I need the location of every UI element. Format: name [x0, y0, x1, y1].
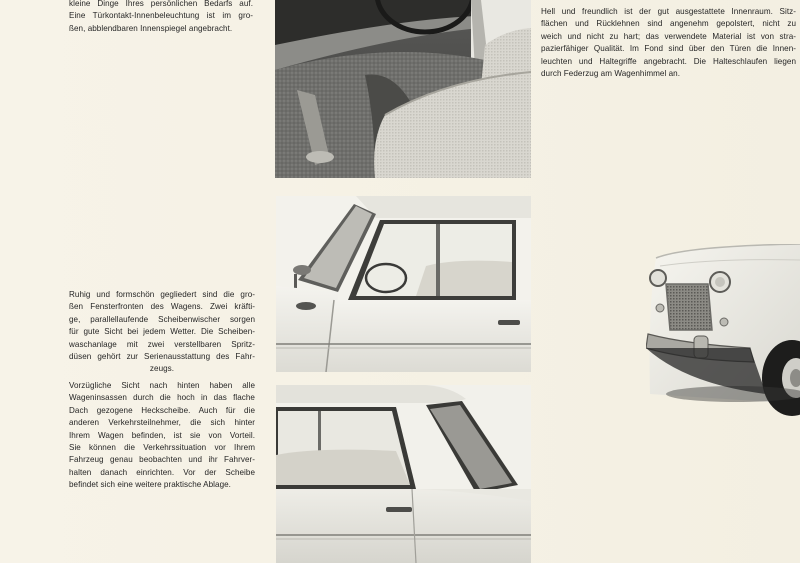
text-line: Vorzügliche Sicht nach hinten haben alle: [69, 381, 255, 390]
text-line: Hell und freundlich ist der gut ausgestattete Innenraum. Sitz-: [541, 7, 796, 16]
front-side-photo-graphic: [276, 196, 531, 372]
text-line: für gute Sicht bei jedem Wetter. Die Scheiben-: [69, 327, 255, 337]
text-line: Eine Türkontakt-Innenbeleuchtung ist im gro-: [69, 11, 253, 21]
interior-photo: [275, 0, 531, 178]
text-line: waschanlage mit zwei verstellbaren Spritz-: [69, 339, 255, 349]
rear-side-photo: [276, 385, 531, 563]
text-middle-left: [69, 289, 255, 376]
interior-photo-graphic: [275, 0, 531, 178]
rear-side-photo-graphic: [276, 385, 531, 563]
text-line: Dach gezogene Heckscheibe. Auch für die: [69, 405, 255, 415]
text-top-right: [541, 6, 796, 80]
text-line: düsen gehört zur Serienausstattung des Fahr-: [69, 352, 255, 362]
front-corner-photo: [646, 244, 800, 430]
front-corner-photo-graphic: [646, 244, 800, 430]
text-line: befindet sich eine weitere praktische Ablage.: [69, 480, 231, 490]
text-line: Ihrem Wagen befinden, ist sie von Vorteil.: [69, 430, 255, 440]
text-line: durch Federzug am Wagenhimmel an.: [541, 69, 681, 79]
text-line: leuchten und Haltegriffe angebracht. Die Halteschlaufen liegen: [541, 56, 796, 66]
text-line: zeugs.: [149, 364, 175, 374]
text-line: anderen Verkehrsteilnehmer, die sich hinter: [69, 418, 255, 428]
text-bottom-left: [69, 380, 255, 492]
text-line: ge, parallellaufende Scheibenwischer sorgen: [69, 314, 255, 324]
text-line: ßen, abblendbaren Innenspiegel angebracht.: [69, 23, 233, 33]
text-line: kleine Dinge Ihres persönlichen Bedarfs auf.: [69, 0, 253, 8]
text-line: ßen Fensterfronten des Wagens. Zwei kräfti-: [69, 302, 255, 312]
front-side-photo: [276, 196, 531, 372]
text-line: pazierfähiger Qualität. Im Fond sind über den Türen die Innen-: [541, 44, 796, 54]
text-line: Fahrzeug genau beobachten und ihr Fahrver-: [69, 455, 255, 465]
text-line: weich und nicht zu hart; das verwendete Material ist von stra-: [541, 31, 796, 41]
text-line: Wageninsassen durch die hoch in das flache: [69, 393, 255, 403]
text-line: Ruhig und formschön gegliedert sind die gro-: [69, 290, 255, 299]
text-line: halten danach einrichten. Vor der Scheibe: [69, 467, 255, 477]
text-top-left: [69, 0, 253, 35]
text-line: Sie können die Verkehrssituation vor Ihrem: [69, 443, 255, 453]
text-line: flächen und Rücklehnen sind angenehm gepolstert, nicht zu: [541, 19, 796, 29]
